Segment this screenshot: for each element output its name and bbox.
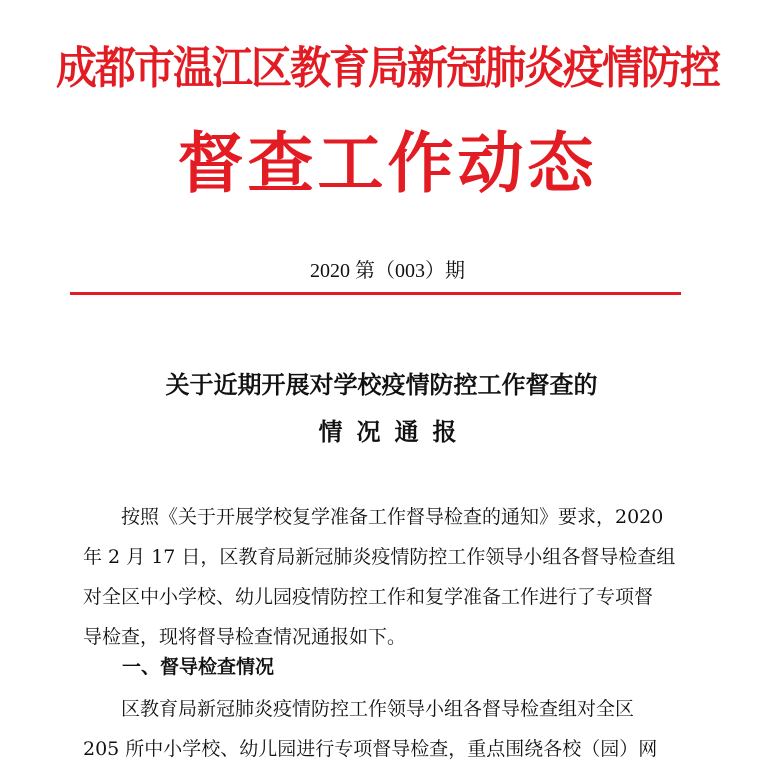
paragraph1-line: 导检查，现将督导检查情况通报如下。 (83, 626, 407, 648)
document-title-line2: 情况通报 (318, 417, 471, 446)
paragraph2-line: 区教育局新冠肺炎疫情防控工作领导小组各督导检查组对全区 (83, 698, 635, 720)
section1-heading: 一、督导检查情况 (122, 656, 275, 678)
masthead-divider (70, 292, 681, 295)
masthead-publication-name: 督查工作动态 (177, 124, 598, 202)
paragraph2-line: 205 所中小学校、幼儿园进行专项督导检查，重点围绕各校（园）网 (83, 738, 658, 760)
document-title-line1: 关于近期开展对学校疫情防控工作督查的 (165, 370, 598, 399)
masthead-org-line: 成都市温江区教育局新冠肺炎疫情防控 (56, 42, 719, 94)
paragraph1-line: 年 2 月 17 日，区教育局新冠肺炎疫情防控工作领导小组各督导检查组 (83, 546, 676, 568)
paragraph1-line: 对全区中小学校、幼儿园疫情防控工作和复学准备工作进行了专项督 (83, 586, 654, 608)
issue-number: 2020 第（003）期 (310, 260, 465, 282)
paragraph1-line: 按照《关于开展学校复学准备工作督导检查的通知》要求，2020 (83, 506, 664, 528)
